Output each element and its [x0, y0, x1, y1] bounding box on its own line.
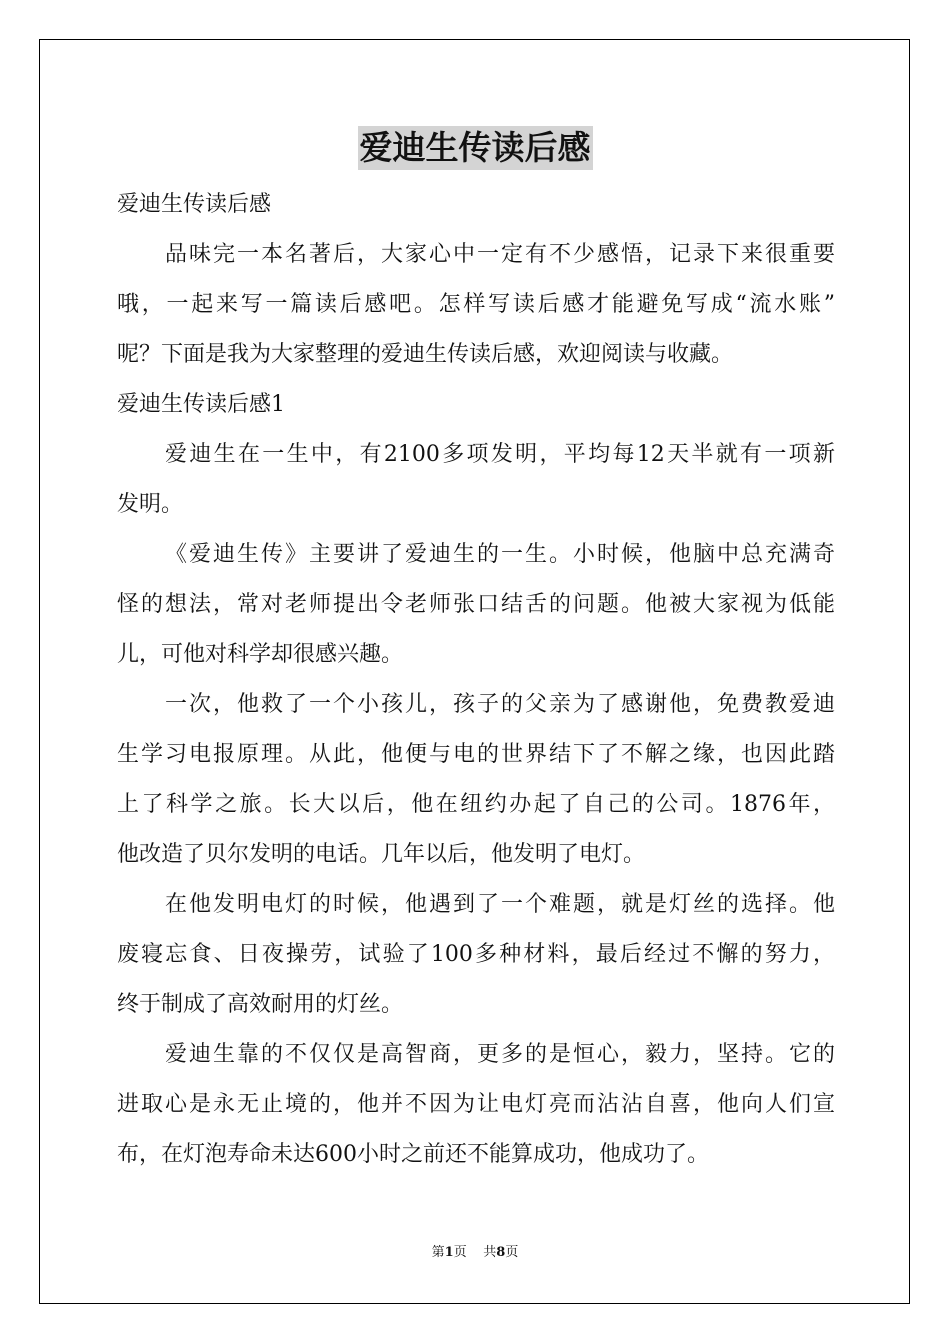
page-total: 8 [496, 1245, 506, 1260]
page-number-prefix: 第 [431, 1245, 445, 1260]
intro-line: 呢？下面是我为大家整理的爱迪生传读后感，欢迎阅读与收藏。 [117, 342, 734, 367]
paragraph-line: 儿，可他对科学却很感兴趣。 [117, 642, 404, 667]
paragraph-line: 一次，他救了一个小孩儿，孩子的父亲为了感谢他，免费教爱迪 [165, 692, 835, 717]
paragraph-line: 终于制成了高效耐用的灯丝。 [117, 992, 404, 1017]
paragraph-line: 上了科学之旅。长大以后，他在纽约办起了自己的公司。1876年， [117, 792, 835, 817]
title-wrap [0, 126, 950, 170]
page-total-prefix: 共 [483, 1245, 497, 1260]
document-title: 爱迪生传读后感 [358, 126, 593, 170]
intro-line: 品味完一本名著后，大家心中一定有不少感悟，记录下来很重要 [165, 242, 835, 267]
page-number-current: 1 [444, 1245, 454, 1260]
document-body [117, 180, 835, 1180]
page-number-suffix: 页 [453, 1245, 467, 1260]
paragraph-line: 《爱迪生传》主要讲了爱迪生的一生。小时候，他脑中总充满奇 [165, 542, 835, 567]
paragraph-line: 废寝忘食、日夜操劳，试验了100多种材料，最后经过不懈的努力， [117, 942, 835, 967]
paragraph-line: 怪的想法，常对老师提出令老师张口结舌的问题。他被大家视为低能 [117, 592, 835, 617]
paragraph-line: 爱迪生在一生中，有2100多项发明，平均每12天半就有一项新 [165, 442, 835, 467]
section-heading: 爱迪生传读后感1 [117, 392, 285, 417]
page-footer [0, 1244, 950, 1262]
paragraph-line: 发明。 [117, 492, 184, 517]
paragraph-line: 生学习电报原理。从此，他便与电的世界结下了不解之缘，也因此踏 [117, 742, 835, 767]
paragraph-line: 在他发明电灯的时候，他遇到了一个难题，就是灯丝的选择。他 [165, 892, 835, 917]
paragraph-line: 爱迪生靠的不仅仅是高智商，更多的是恒心，毅力，坚持。它的 [165, 1042, 835, 1067]
intro-line: 哦，一起来写一篇读后感吧。怎样写读后感才能避免写成“流水账” [117, 292, 835, 317]
document-subtitle: 爱迪生传读后感 [117, 192, 272, 217]
paragraph-line: 布，在灯泡寿命未达600小时之前还不能算成功，他成功了。 [117, 1142, 709, 1167]
paragraph-line: 进取心是永无止境的，他并不因为让电灯亮而沾沾自喜，他向人们宣 [117, 1092, 835, 1117]
page-total-suffix: 页 [505, 1245, 519, 1260]
paragraph-line: 他改造了贝尔发明的电话。几年以后，他发明了电灯。 [117, 842, 646, 867]
